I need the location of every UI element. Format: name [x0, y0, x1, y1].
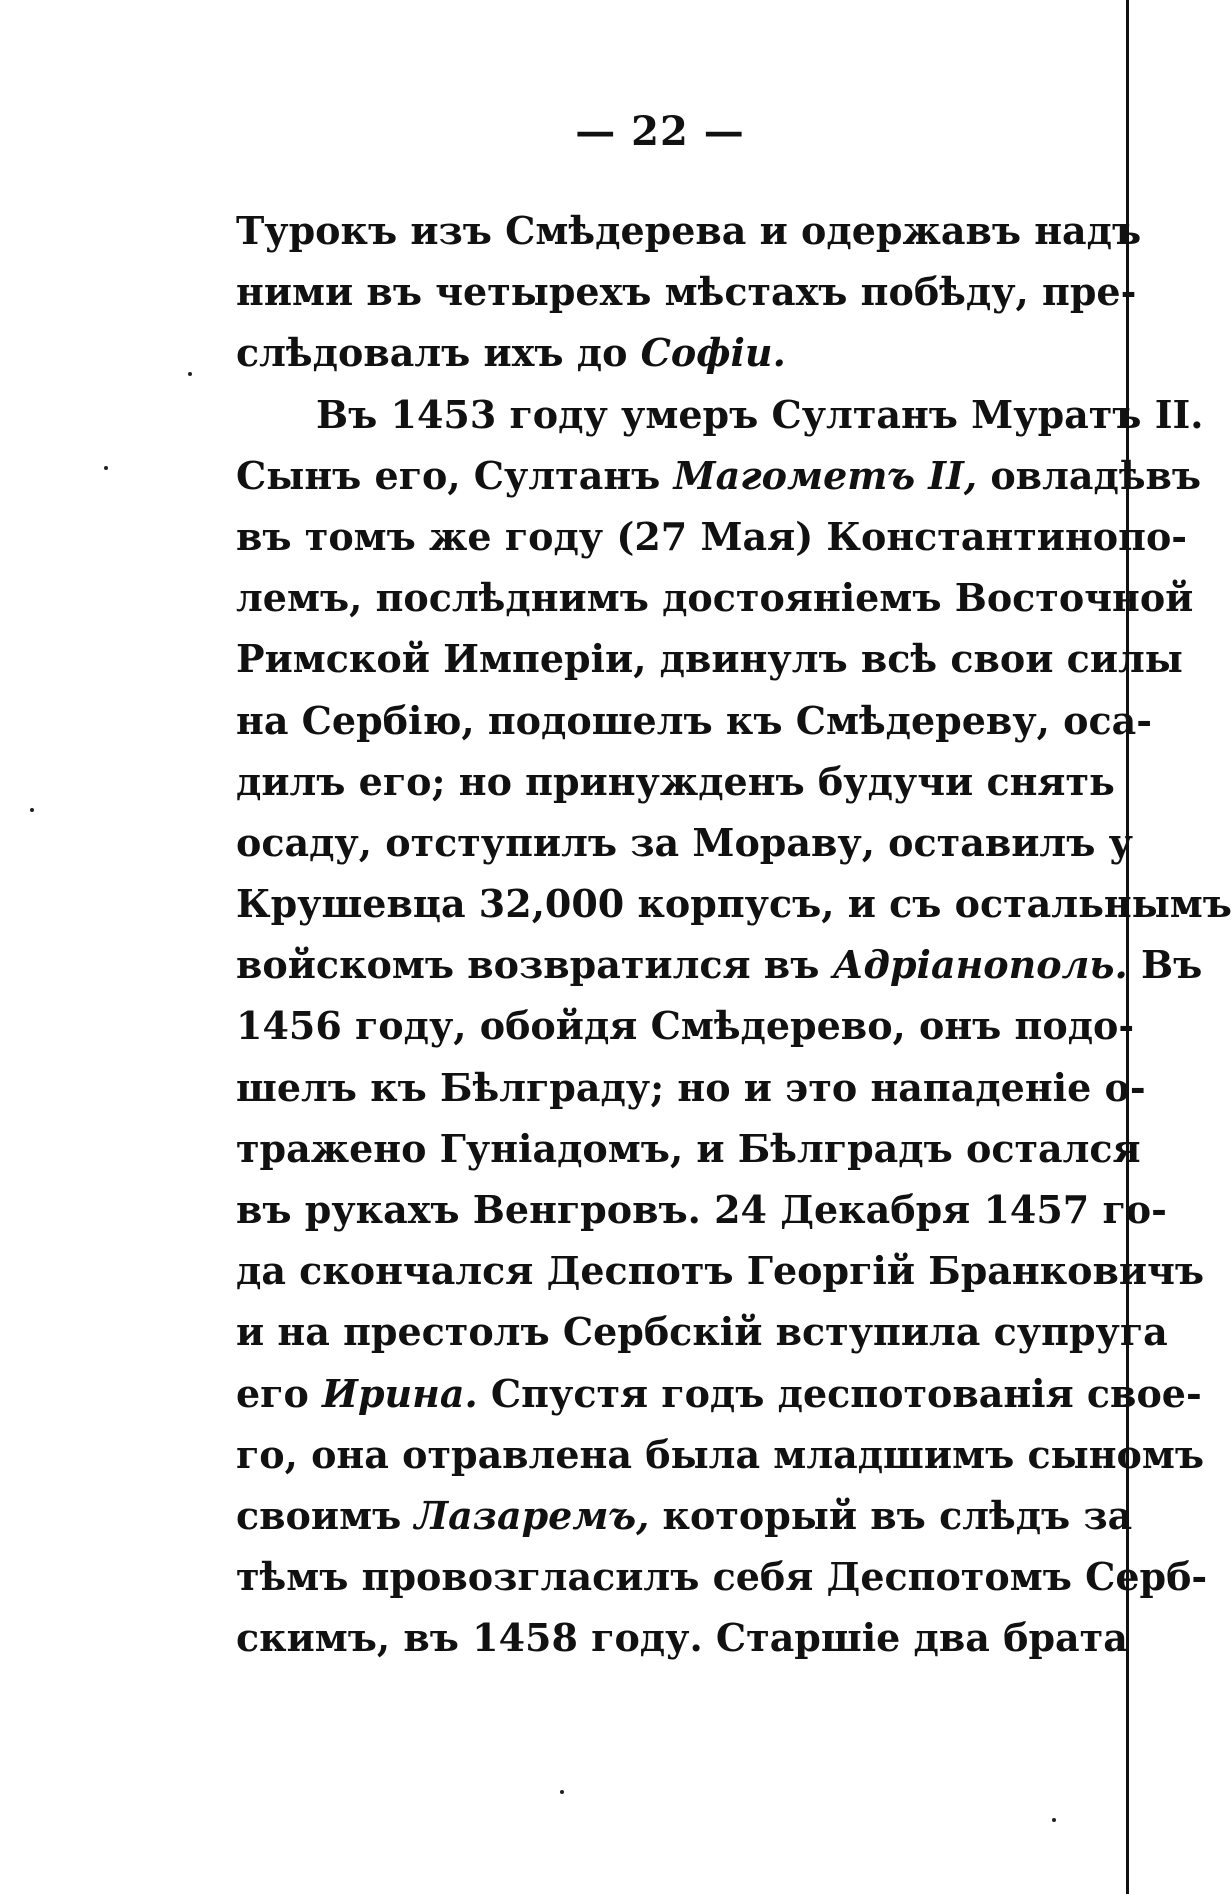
text-run: Въ [1127, 942, 1203, 988]
text-run: да скончался Деспотъ Георгій Бранковичъ [236, 1248, 1205, 1294]
text-line [236, 873, 1232, 934]
paper-speck [560, 1790, 564, 1794]
text-run: и на престолъ Сербскій вступила супруга [236, 1309, 1168, 1355]
text-run: Турокъ изъ Смѣдерева и одержавъ надъ [236, 208, 1142, 253]
text-line [236, 628, 1183, 689]
text-line [236, 1607, 1128, 1668]
page-number: — 22 — [575, 108, 745, 155]
text-line [236, 1057, 1146, 1118]
paper-speck [188, 372, 192, 376]
text-run: Сынъ его, Султанъ [236, 452, 674, 498]
text-run: Крушевца 32,000 корпусъ, и съ остальнымъ [236, 881, 1232, 927]
text-run: тѣмъ провозгласилъ себя Деспотомъ Серб- [236, 1554, 1208, 1600]
text-line [236, 751, 1115, 812]
text-run: Спустя годъ деспотованія свое- [477, 1370, 1202, 1416]
text-line [236, 690, 1152, 751]
text-line [236, 384, 1204, 445]
text-run: го, она отравлена была младшимъ сыномъ [236, 1431, 1205, 1477]
text-run: на Сербію, подошелъ къ Смѣдереву, оса- [236, 697, 1152, 743]
text-run: своимъ [236, 1492, 415, 1538]
text-run: слѣдовалъ ихъ до [236, 330, 641, 376]
italic-name: Адріанополь. [832, 942, 1128, 988]
text-line [236, 261, 1137, 322]
text-line [236, 1546, 1208, 1607]
text-line [236, 812, 1133, 873]
text-run: шелъ къ Бѣлграду; но и это нападеніе о- [236, 1064, 1146, 1110]
text-line [236, 1424, 1205, 1485]
text-run: который въ слѣдъ за [649, 1492, 1133, 1538]
text-line [236, 1179, 1167, 1240]
text-run: скимъ, въ 1458 году. Старшіе два брата [236, 1615, 1128, 1661]
text-line [236, 567, 1194, 628]
text-line [236, 506, 1188, 567]
text-line [236, 1118, 1141, 1179]
italic-name: Софіи. [640, 330, 786, 376]
text-run: ними въ четырехъ мѣстахъ побѣду, пре- [236, 269, 1137, 315]
text-run: войскомъ возвратился въ [236, 942, 833, 988]
text-run: дилъ его; но принужденъ будучи снять [236, 758, 1115, 804]
text-line [236, 1240, 1205, 1301]
text-line [236, 1363, 1202, 1424]
body-text [236, 200, 1232, 1669]
text-run: Въ 1453 году умеръ Султанъ Муратъ II. [316, 391, 1204, 437]
text-run: въ рукахъ Венгровъ. 24 Декабря 1457 го- [236, 1187, 1167, 1232]
text-line [236, 200, 1142, 261]
text-run: лемъ, послѣднимъ достояніемъ Восточной [236, 575, 1194, 621]
italic-name: Магометъ II, [673, 452, 978, 498]
text-line [236, 445, 1202, 506]
text-line [236, 1301, 1168, 1362]
paper-speck [30, 808, 34, 812]
text-line [236, 322, 1076, 383]
text-line [236, 934, 1203, 995]
text-run: его [236, 1370, 323, 1416]
text-run: въ томъ же году (27 Мая) Константинопо- [236, 513, 1188, 559]
italic-name: Ирина. [322, 1370, 478, 1416]
text-run: Римской Имперіи, двинулъ всѣ свои силы [236, 636, 1183, 682]
text-run: 1456 году, обойдя Смѣдерево, онъ подо- [236, 1003, 1135, 1049]
italic-name: Лазаремъ, [414, 1492, 650, 1538]
paper-speck [1052, 1818, 1056, 1822]
text-run: осаду, отступилъ за Мораву, оставилъ у [236, 819, 1133, 865]
paper-speck [104, 466, 108, 470]
text-line [236, 1485, 1133, 1546]
text-line [236, 995, 1135, 1056]
text-run: тражено Гуніадомъ, и Бѣлградъ остался [236, 1125, 1141, 1171]
text-run: овладѣвъ [977, 452, 1202, 498]
